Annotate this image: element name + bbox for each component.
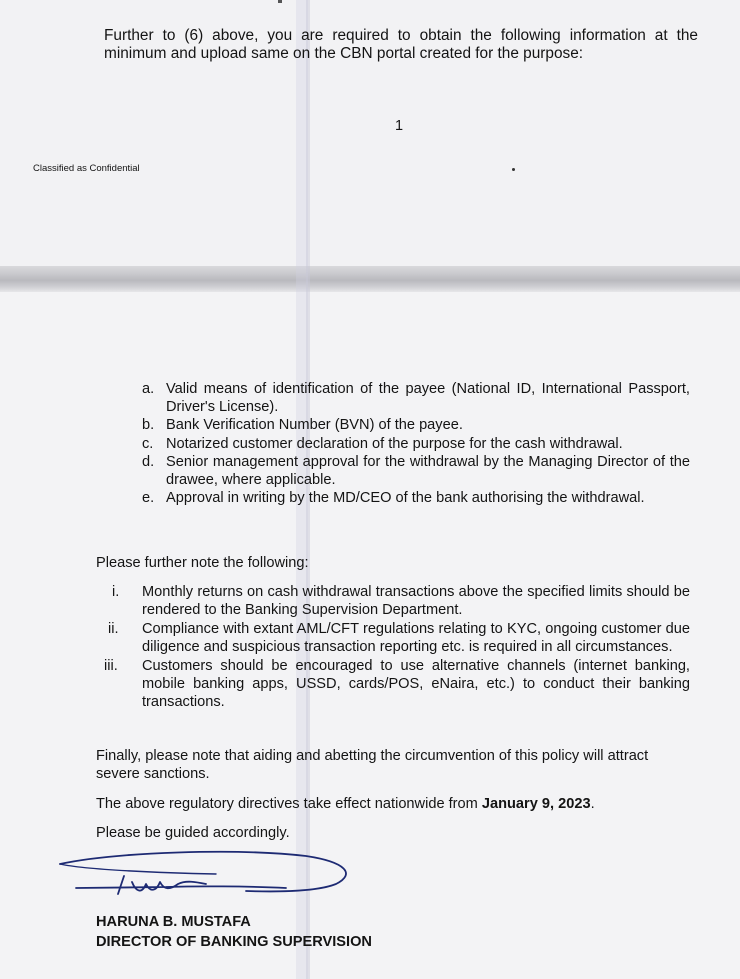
handwritten-signature bbox=[46, 846, 356, 898]
guided-paragraph: Please be guided accordingly. bbox=[96, 825, 290, 841]
classification-label: Classified as Confidential bbox=[33, 163, 140, 174]
list-marker: iii. bbox=[104, 657, 118, 674]
requirement-text: Notarized customer declaration of the purpose for the cash withdrawal. bbox=[166, 435, 623, 452]
requirements-list bbox=[142, 380, 690, 507]
list-marker: b. bbox=[142, 417, 155, 434]
note-item bbox=[100, 657, 690, 712]
note-text: Monthly returns on cash withdrawal transactions above the specified limits should be rendered to the Banking Supervision Department. bbox=[142, 584, 690, 619]
page-number: 1 bbox=[395, 118, 404, 134]
note-text: Customers should be encouraged to use alternative channels (internet banking, mobile banking apps, USSD, cards/POS, eNaira, etc.) to conduct their banking transactions. bbox=[142, 657, 690, 711]
scan-speck bbox=[512, 168, 515, 171]
note-item bbox=[100, 583, 690, 620]
requirement-text: Senior management approval for the withdrawal by the Managing Director of the drawee, where applicable. bbox=[166, 453, 690, 489]
list-marker: ii. bbox=[108, 620, 119, 637]
scan-speck bbox=[278, 0, 282, 3]
requirement-item bbox=[142, 416, 690, 434]
requirement-text: Bank Verification Number (BVN) of the payee. bbox=[166, 417, 463, 434]
page-break-divider bbox=[0, 266, 740, 292]
note-text: Compliance with extant AML/CFT regulations relating to KYC, ongoing customer due diligence and suspicious transaction reporting etc. is required in all circumstances. bbox=[142, 620, 690, 656]
requirement-item bbox=[142, 380, 690, 416]
note-item bbox=[100, 620, 690, 657]
signatory-title: DIRECTOR OF BANKING SUPERVISION bbox=[96, 934, 372, 950]
effective-date-paragraph bbox=[96, 795, 690, 813]
list-marker: e. bbox=[142, 490, 155, 507]
effective-date-text: The above regulatory directives take effect nationwide from bbox=[96, 796, 482, 812]
effective-date-period: . bbox=[590, 796, 595, 812]
notes-heading: Please further note the following: bbox=[96, 555, 309, 571]
list-marker: i. bbox=[112, 584, 120, 600]
sanctions-paragraph: Finally, please note that aiding and abetting the circumvention of this policy will attract severe sanctions. bbox=[96, 748, 649, 783]
list-marker: c. bbox=[142, 435, 154, 452]
signatory-name: HARUNA B. MUSTAFA bbox=[96, 914, 251, 930]
intro-paragraph: Further to (6) above, you are required to obtain the following information at the minimum and upload same on the CBN portal created for the purpose: bbox=[104, 27, 698, 62]
requirement-item bbox=[142, 453, 690, 489]
list-marker: a. bbox=[142, 381, 155, 397]
list-marker: d. bbox=[142, 453, 155, 470]
notes-list bbox=[100, 583, 690, 712]
requirement-text: Valid means of identification of the payee (National ID, International Passport, Driver's License). bbox=[166, 381, 690, 416]
requirement-text: Approval in writing by the MD/CEO of the bank authorising the withdrawal. bbox=[166, 490, 645, 507]
requirement-item bbox=[142, 435, 690, 453]
requirement-item bbox=[142, 489, 690, 507]
effective-date: January 9, 2023 bbox=[481, 796, 591, 812]
